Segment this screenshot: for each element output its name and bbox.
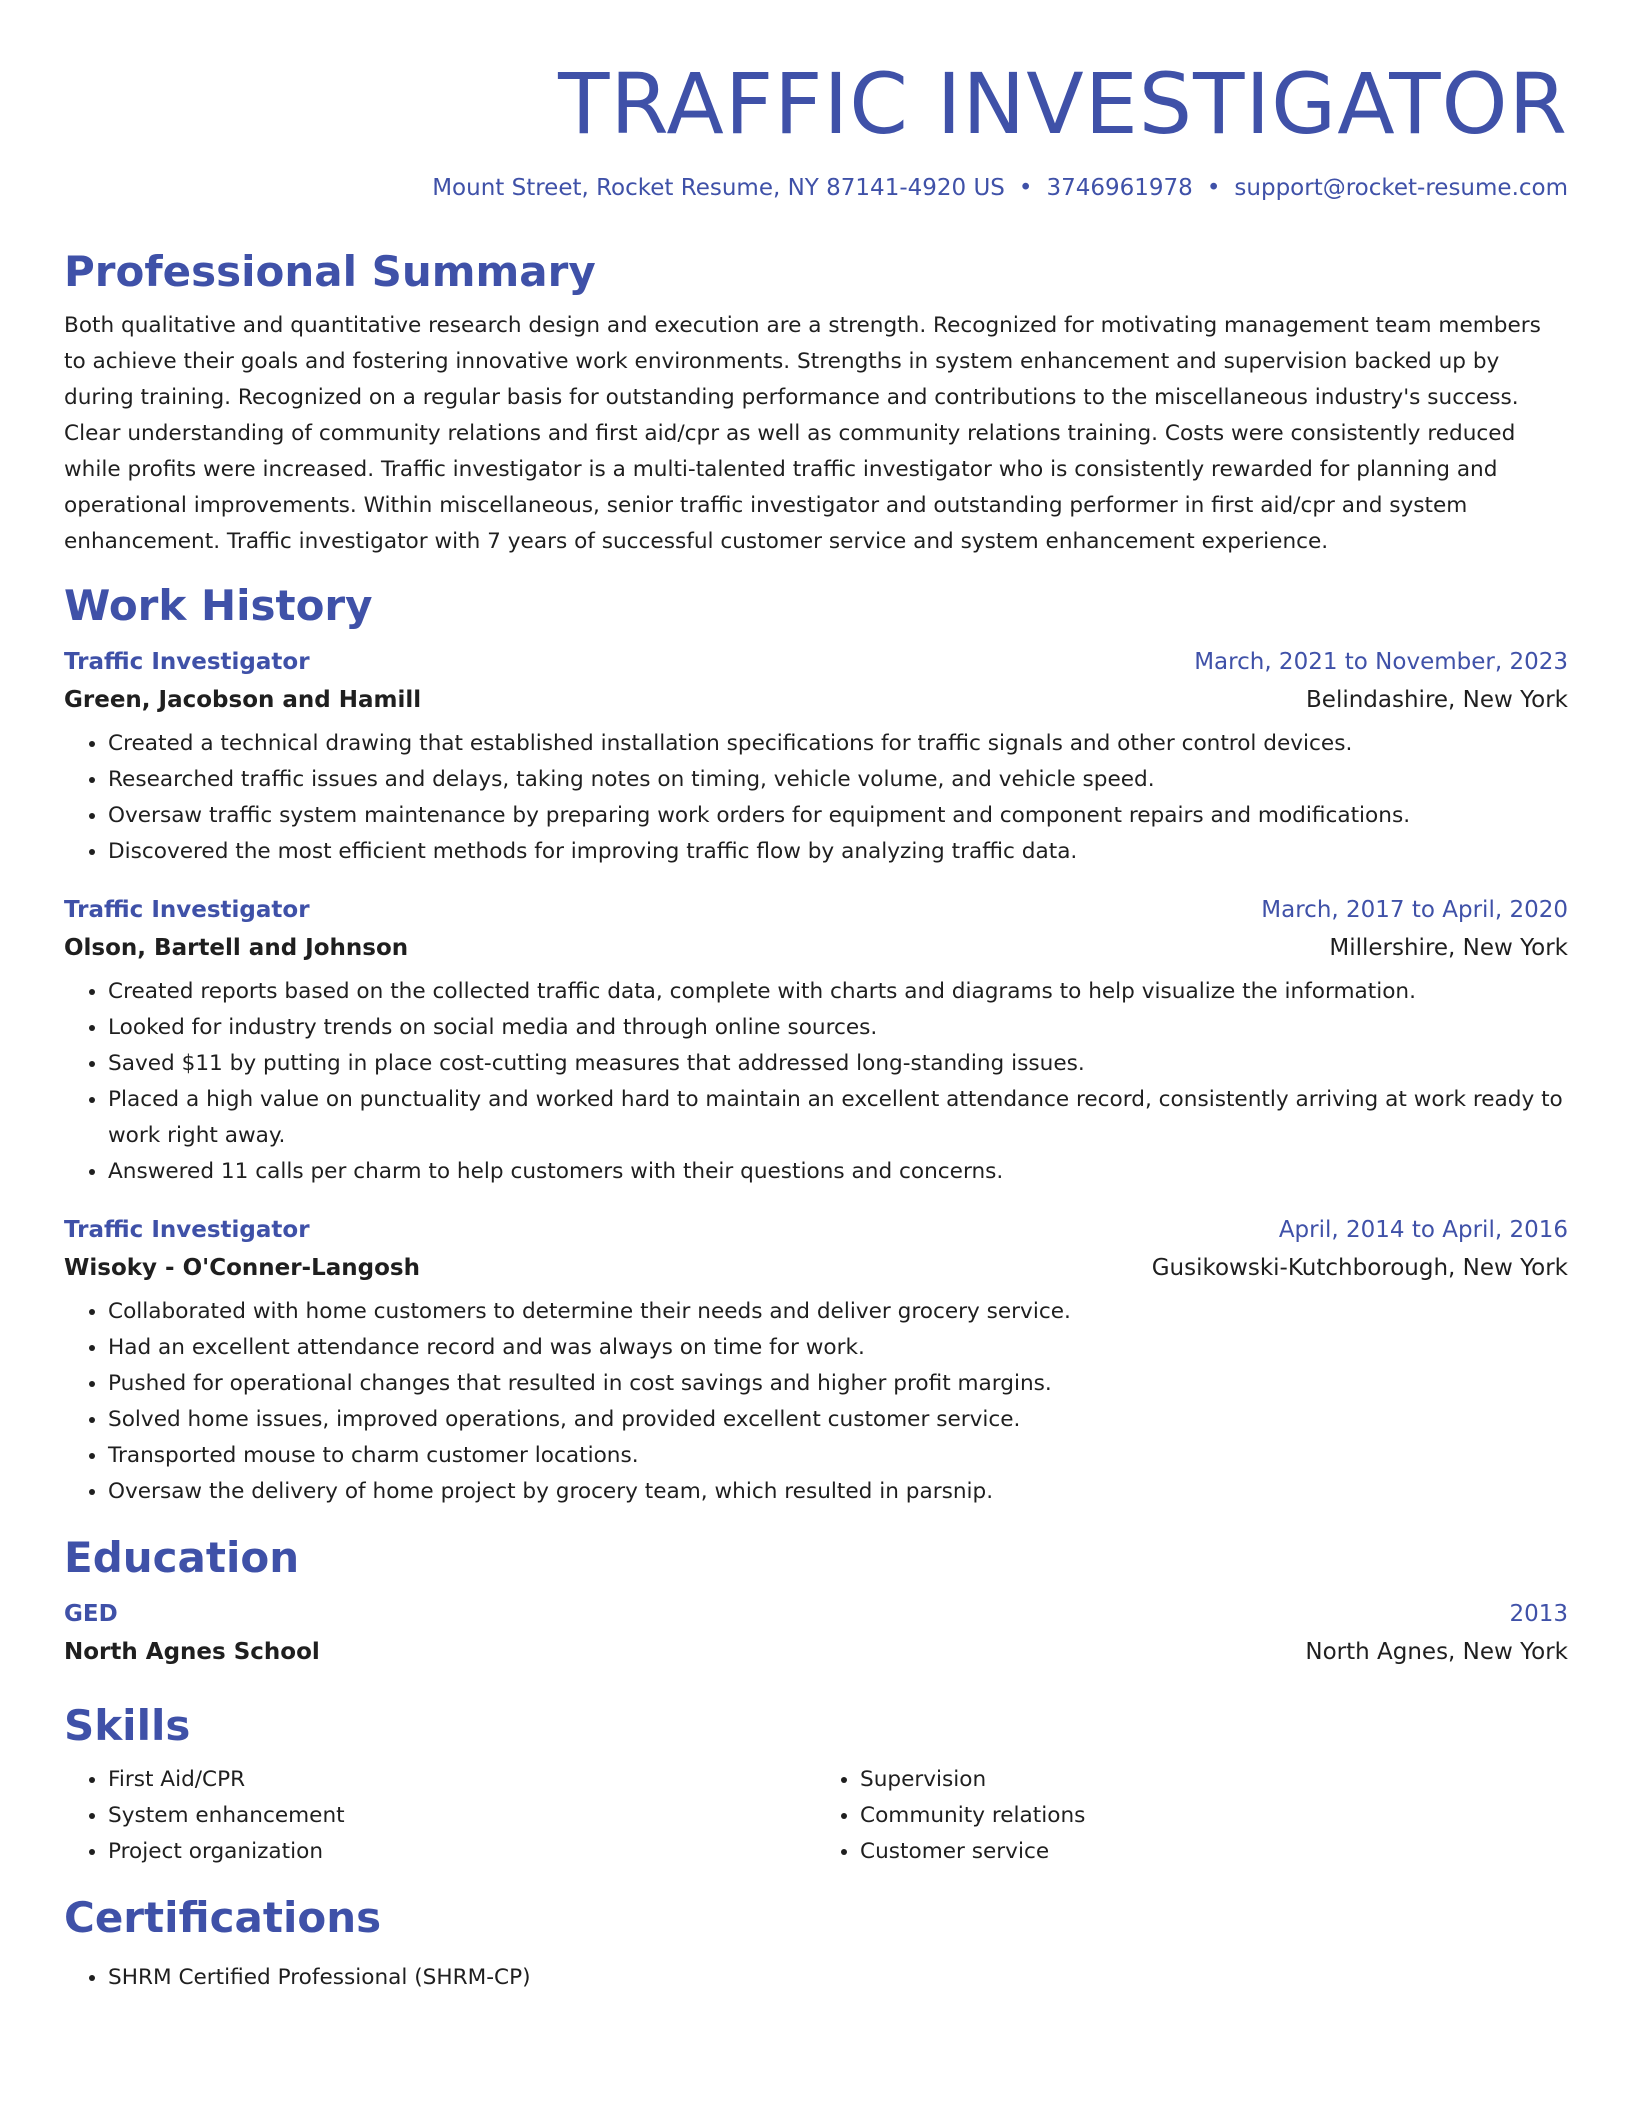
skill-item: • Community relations [860, 1798, 1568, 1834]
job-bullet: • Pushed for operational changes that resulted in cost savings and higher profit margins. [108, 1366, 1568, 1402]
skill-item: • First Aid/CPR [108, 1762, 816, 1798]
certifications-list [64, 1960, 1568, 1996]
job-title: Traffic Investigator [64, 897, 310, 923]
job-location: Belindashire, New York [1306, 687, 1568, 713]
job-company: Green, Jacobson and Hamill [64, 687, 422, 713]
job-entry [64, 892, 1568, 1190]
education-degree: GED [64, 1601, 118, 1627]
job-bullet: • Answered 11 calls per charm to help customers with their questions and concerns. [108, 1154, 1568, 1190]
contact-address: Mount Street, Rocket Resume, NY 87141-4920 US [432, 175, 1005, 201]
job-title: Traffic Investigator [64, 1217, 310, 1243]
job-location: Millershire, New York [1329, 935, 1568, 961]
education-location: North Agnes, New York [1305, 1639, 1568, 1665]
certification-item: • SHRM Certified Professional (SHRM-CP) [108, 1960, 1568, 1996]
job-bullet: • Oversaw the delivery of home project by grocery team, which resulted in parsnip. [108, 1474, 1568, 1510]
job-dates: April, 2014 to April, 2016 [1278, 1217, 1568, 1243]
job-location: Gusikowski-Kutchborough, New York [1151, 1255, 1568, 1281]
skills-list-left [64, 1762, 816, 1870]
job-dates: March, 2017 to April, 2020 [1261, 897, 1568, 923]
skill-item: • Supervision [860, 1762, 1568, 1798]
job-entry [64, 1212, 1568, 1510]
job-bullet: • Oversaw traffic system maintenance by preparing work orders for equipment and component repairs and modifications. [108, 798, 1568, 834]
work-history-heading: Work History [64, 581, 373, 630]
education-entry [64, 1596, 1568, 1672]
job-bullets [64, 974, 1568, 1190]
job-bullets [64, 1294, 1568, 1510]
job-bullet: • Had an excellent attendance record and was always on time for work. [108, 1330, 1568, 1366]
job-bullet: • Created reports based on the collected traffic data, complete with charts and diagrams to help visualize the information. [108, 974, 1568, 1010]
job-bullet: • Collaborated with home customers to determine their needs and deliver grocery service. [108, 1294, 1568, 1330]
job-company: Olson, Bartell and Johnson [64, 935, 409, 961]
contact-line [64, 172, 1568, 204]
job-entry [64, 644, 1568, 870]
job-bullet: • Created a technical drawing that established installation specifications for traffic signals and other control devices. [108, 726, 1568, 762]
resume-title: TRAFFIC INVESTIGATOR [558, 55, 1568, 153]
education-year: 2013 [1509, 1601, 1568, 1627]
contact-separator: • [1018, 175, 1033, 201]
summary-heading: Professional Summary [64, 247, 596, 296]
job-company: Wisoky - O'Conner-Langosh [64, 1255, 420, 1281]
job-bullet: • Transported mouse to charm customer locations. [108, 1438, 1568, 1474]
job-bullet: • Solved home issues, improved operations, and provided excellent customer service. [108, 1402, 1568, 1438]
education-heading: Education [64, 1533, 300, 1582]
skills-columns [64, 1754, 1568, 1870]
contact-phone: 3746961978 [1046, 175, 1193, 201]
skill-item: • Project organization [108, 1834, 816, 1870]
job-bullet: • Saved $11 by putting in place cost-cutting measures that addressed long-standing issues. [108, 1046, 1568, 1082]
contact-email: support@rocket-resume.com [1234, 175, 1568, 201]
summary-text: Both qualitative and quantitative research design and execution are a strength. Recognized for motivating management team members to achieve their goals and fostering innovative work environments. Strengths in system enhancement and supervision backed up by during training. Recognized on a regular basis for outstanding performance and contributions to the miscellaneous industry's success. Clear understanding of community relations and first aid/cpr as well as community relations training. Costs were consistently reduced while profits were increased. Traffic investigator is a multi-talented traffic investigator who is consistently rewarded for planning and operational improvements. Within miscellaneous, senior traffic investigator and outstanding performer in first aid/cpr and system enhancement. Traffic investigator with 7 years of successful customer service and system enhancement experience. [64, 313, 1541, 554]
job-title: Traffic Investigator [64, 649, 310, 675]
education-school: North Agnes School [64, 1639, 320, 1665]
contact-separator: • [1206, 175, 1221, 201]
job-bullet: • Researched traffic issues and delays, taking notes on timing, vehicle volume, and vehicle speed. [108, 762, 1568, 798]
job-bullet: • Looked for industry trends on social media and through online sources. [108, 1010, 1568, 1046]
resume-page [64, 0, 1568, 1996]
skills-heading: Skills [64, 1701, 191, 1750]
skills-list-right [816, 1762, 1568, 1870]
job-bullet: • Placed a high value on punctuality and worked hard to maintain an excellent attendance record, consistently arriving at work ready to work right away. [108, 1082, 1568, 1154]
skill-item: • System enhancement [108, 1798, 816, 1834]
job-bullet: • Discovered the most efficient methods for improving traffic flow by analyzing traffic data. [108, 834, 1568, 870]
certifications-heading: Certifications [64, 1893, 382, 1942]
job-dates: March, 2021 to November, 2023 [1194, 649, 1568, 675]
job-bullets [64, 726, 1568, 870]
skill-item: • Customer service [860, 1834, 1568, 1870]
